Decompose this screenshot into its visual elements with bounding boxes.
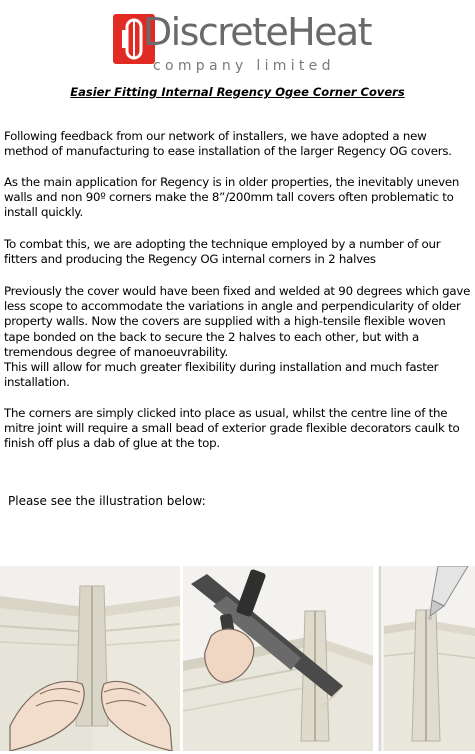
illustration-caption: Please see the illustration below: bbox=[8, 494, 206, 508]
logo-subtitle: company limited bbox=[153, 58, 335, 74]
paragraph-feedback: Following feedback from our network of installers, we have adopted a new method of manufacturing to ease installation of the larger Regency OG covers. bbox=[4, 129, 452, 159]
logo-name: DiscreteHeat bbox=[143, 10, 371, 54]
caulk-gun-applying-photo bbox=[183, 566, 373, 751]
paragraph-previously: Previously the cover would have been fixed and welded at 90 degrees which gave less scope to accommodate the variations in angle and perpendicularity of older property walls. Now the covers are supplied with a high-tensile flexible woven tape bonded on the back to secure the 2 halves to each other, but with a tremendous degree of manoeuvrability. bbox=[4, 284, 471, 359]
hands-fitting-corner-photo bbox=[0, 566, 180, 751]
paragraph-application: As the main application for Regency is in older properties, the inevitably uneven walls and non 90º corners make the 8”/200mm tall covers often problematic to install quickly. bbox=[4, 175, 460, 220]
company-logo bbox=[113, 12, 403, 78]
paragraph-combat: To combat this, we are adopting the technique employed by a number of our fitters and producing the Regency OG internal corners in 2 halves bbox=[4, 237, 441, 267]
paragraph-corners: The corners are simply clicked into place as usual, whilst the centre line of the mitre joint will require a small bead of exterior grade flexible decorators caulk to finish off plus a dab of glue at the top. bbox=[4, 406, 460, 451]
document-title: Easier Fitting Internal Regency Ogee Corner Covers bbox=[70, 85, 405, 99]
paragraph-flexibility: This will allow for much greater flexibility during installation and much faster installation. bbox=[4, 360, 439, 390]
glue-tube-top-photo bbox=[378, 566, 475, 751]
